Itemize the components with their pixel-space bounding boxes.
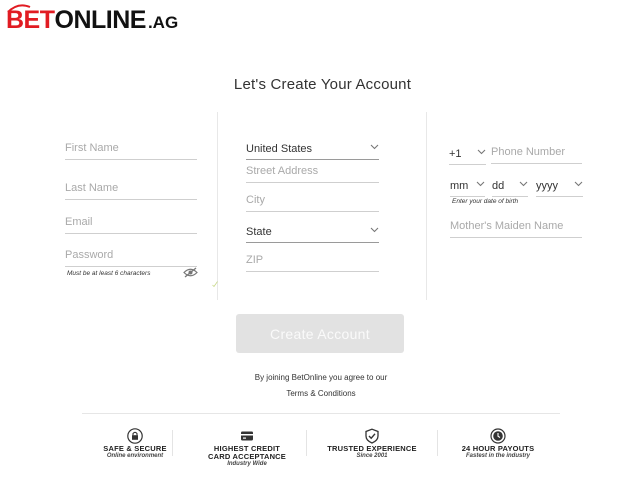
feature-subtitle: Industry Wide — [227, 461, 267, 467]
betonline-logo[interactable] — [6, 6, 178, 34]
city-input[interactable] — [246, 190, 379, 210]
password-hint: Must be at least 6 characters — [67, 270, 151, 277]
terms-intro-text: By joining BetOnline you agree to our — [254, 373, 388, 382]
column-divider — [217, 112, 218, 300]
feature-payouts — [452, 428, 544, 460]
state-value: State — [246, 225, 272, 238]
dob-month-value: mm — [450, 179, 469, 192]
city-field — [246, 190, 379, 212]
chevron-down-icon — [370, 142, 379, 151]
column-divider — [426, 112, 427, 300]
feature-title: HIGHEST CREDIT CARD ACCEPTANCE — [208, 444, 286, 461]
page-title: Let's Create Your Account — [233, 76, 412, 93]
dob-hint: Enter your date of birth — [452, 198, 519, 205]
feature-subtitle: Fastest in the industry — [465, 453, 530, 459]
feature-trusted — [324, 428, 420, 460]
logo-online-text: ONLINE — [54, 6, 146, 34]
country-select[interactable] — [246, 138, 379, 160]
state-select[interactable] — [246, 221, 379, 243]
email-field — [65, 212, 197, 234]
feature-credit-card — [198, 428, 296, 468]
street-field — [246, 161, 379, 183]
dob-year-select[interactable] — [536, 175, 583, 197]
phone-number-input[interactable] — [491, 142, 582, 162]
chevron-down-icon — [519, 179, 528, 188]
maiden-name-field — [450, 216, 582, 238]
phone-code-select[interactable] — [449, 143, 486, 165]
dob-day-value: dd — [492, 179, 505, 192]
chevron-down-icon — [574, 179, 583, 188]
eye-slash-icon[interactable] — [183, 267, 198, 278]
feature-divider — [306, 430, 307, 456]
feature-title: 24 HOUR PAYOUTS — [461, 444, 535, 453]
maiden-name-input[interactable] — [450, 216, 582, 236]
feature-title: SAFE & SECURE — [103, 444, 167, 453]
phone-code-value: +1 — [449, 147, 462, 160]
zip-input[interactable] — [246, 250, 379, 270]
lock-icon — [127, 428, 143, 444]
feature-safe-secure — [95, 428, 175, 460]
create-account-button[interactable]: Create Account — [236, 314, 404, 353]
first-name-input[interactable] — [65, 138, 197, 158]
first-name-field — [65, 138, 197, 160]
dob-year-value: yyyy — [536, 179, 558, 192]
dob-month-select[interactable] — [450, 175, 485, 197]
terms-link[interactable]: Terms & Conditions — [286, 389, 356, 398]
password-input[interactable] — [65, 245, 197, 265]
footer-divider — [82, 413, 560, 414]
feature-title: TRUSTED EXPERIENCE — [327, 444, 417, 453]
chevron-down-icon — [477, 147, 486, 156]
feature-subtitle: Since 2001 — [356, 453, 388, 459]
logo-swoosh-icon — [6, 4, 32, 14]
feature-divider — [437, 430, 438, 456]
phone-field — [491, 142, 582, 164]
last-name-input[interactable] — [65, 178, 197, 198]
logo-bet-text: BET — [6, 6, 55, 34]
zip-field — [246, 250, 379, 272]
last-name-field — [65, 178, 197, 200]
country-value: United States — [246, 142, 313, 155]
chevron-down-icon — [476, 179, 485, 188]
logo-tld-text: .AG — [147, 13, 179, 32]
credit-card-icon — [239, 428, 255, 444]
shield-check-icon — [364, 428, 380, 444]
feature-divider — [172, 430, 173, 456]
clock-icon — [490, 428, 506, 444]
validation-tick-icon — [212, 281, 218, 287]
chevron-down-icon — [370, 225, 379, 234]
password-field — [65, 245, 197, 267]
email-input[interactable] — [65, 212, 197, 232]
dob-day-select[interactable] — [492, 175, 528, 197]
street-address-input[interactable] — [246, 161, 379, 181]
feature-subtitle: Online environment — [106, 453, 164, 459]
